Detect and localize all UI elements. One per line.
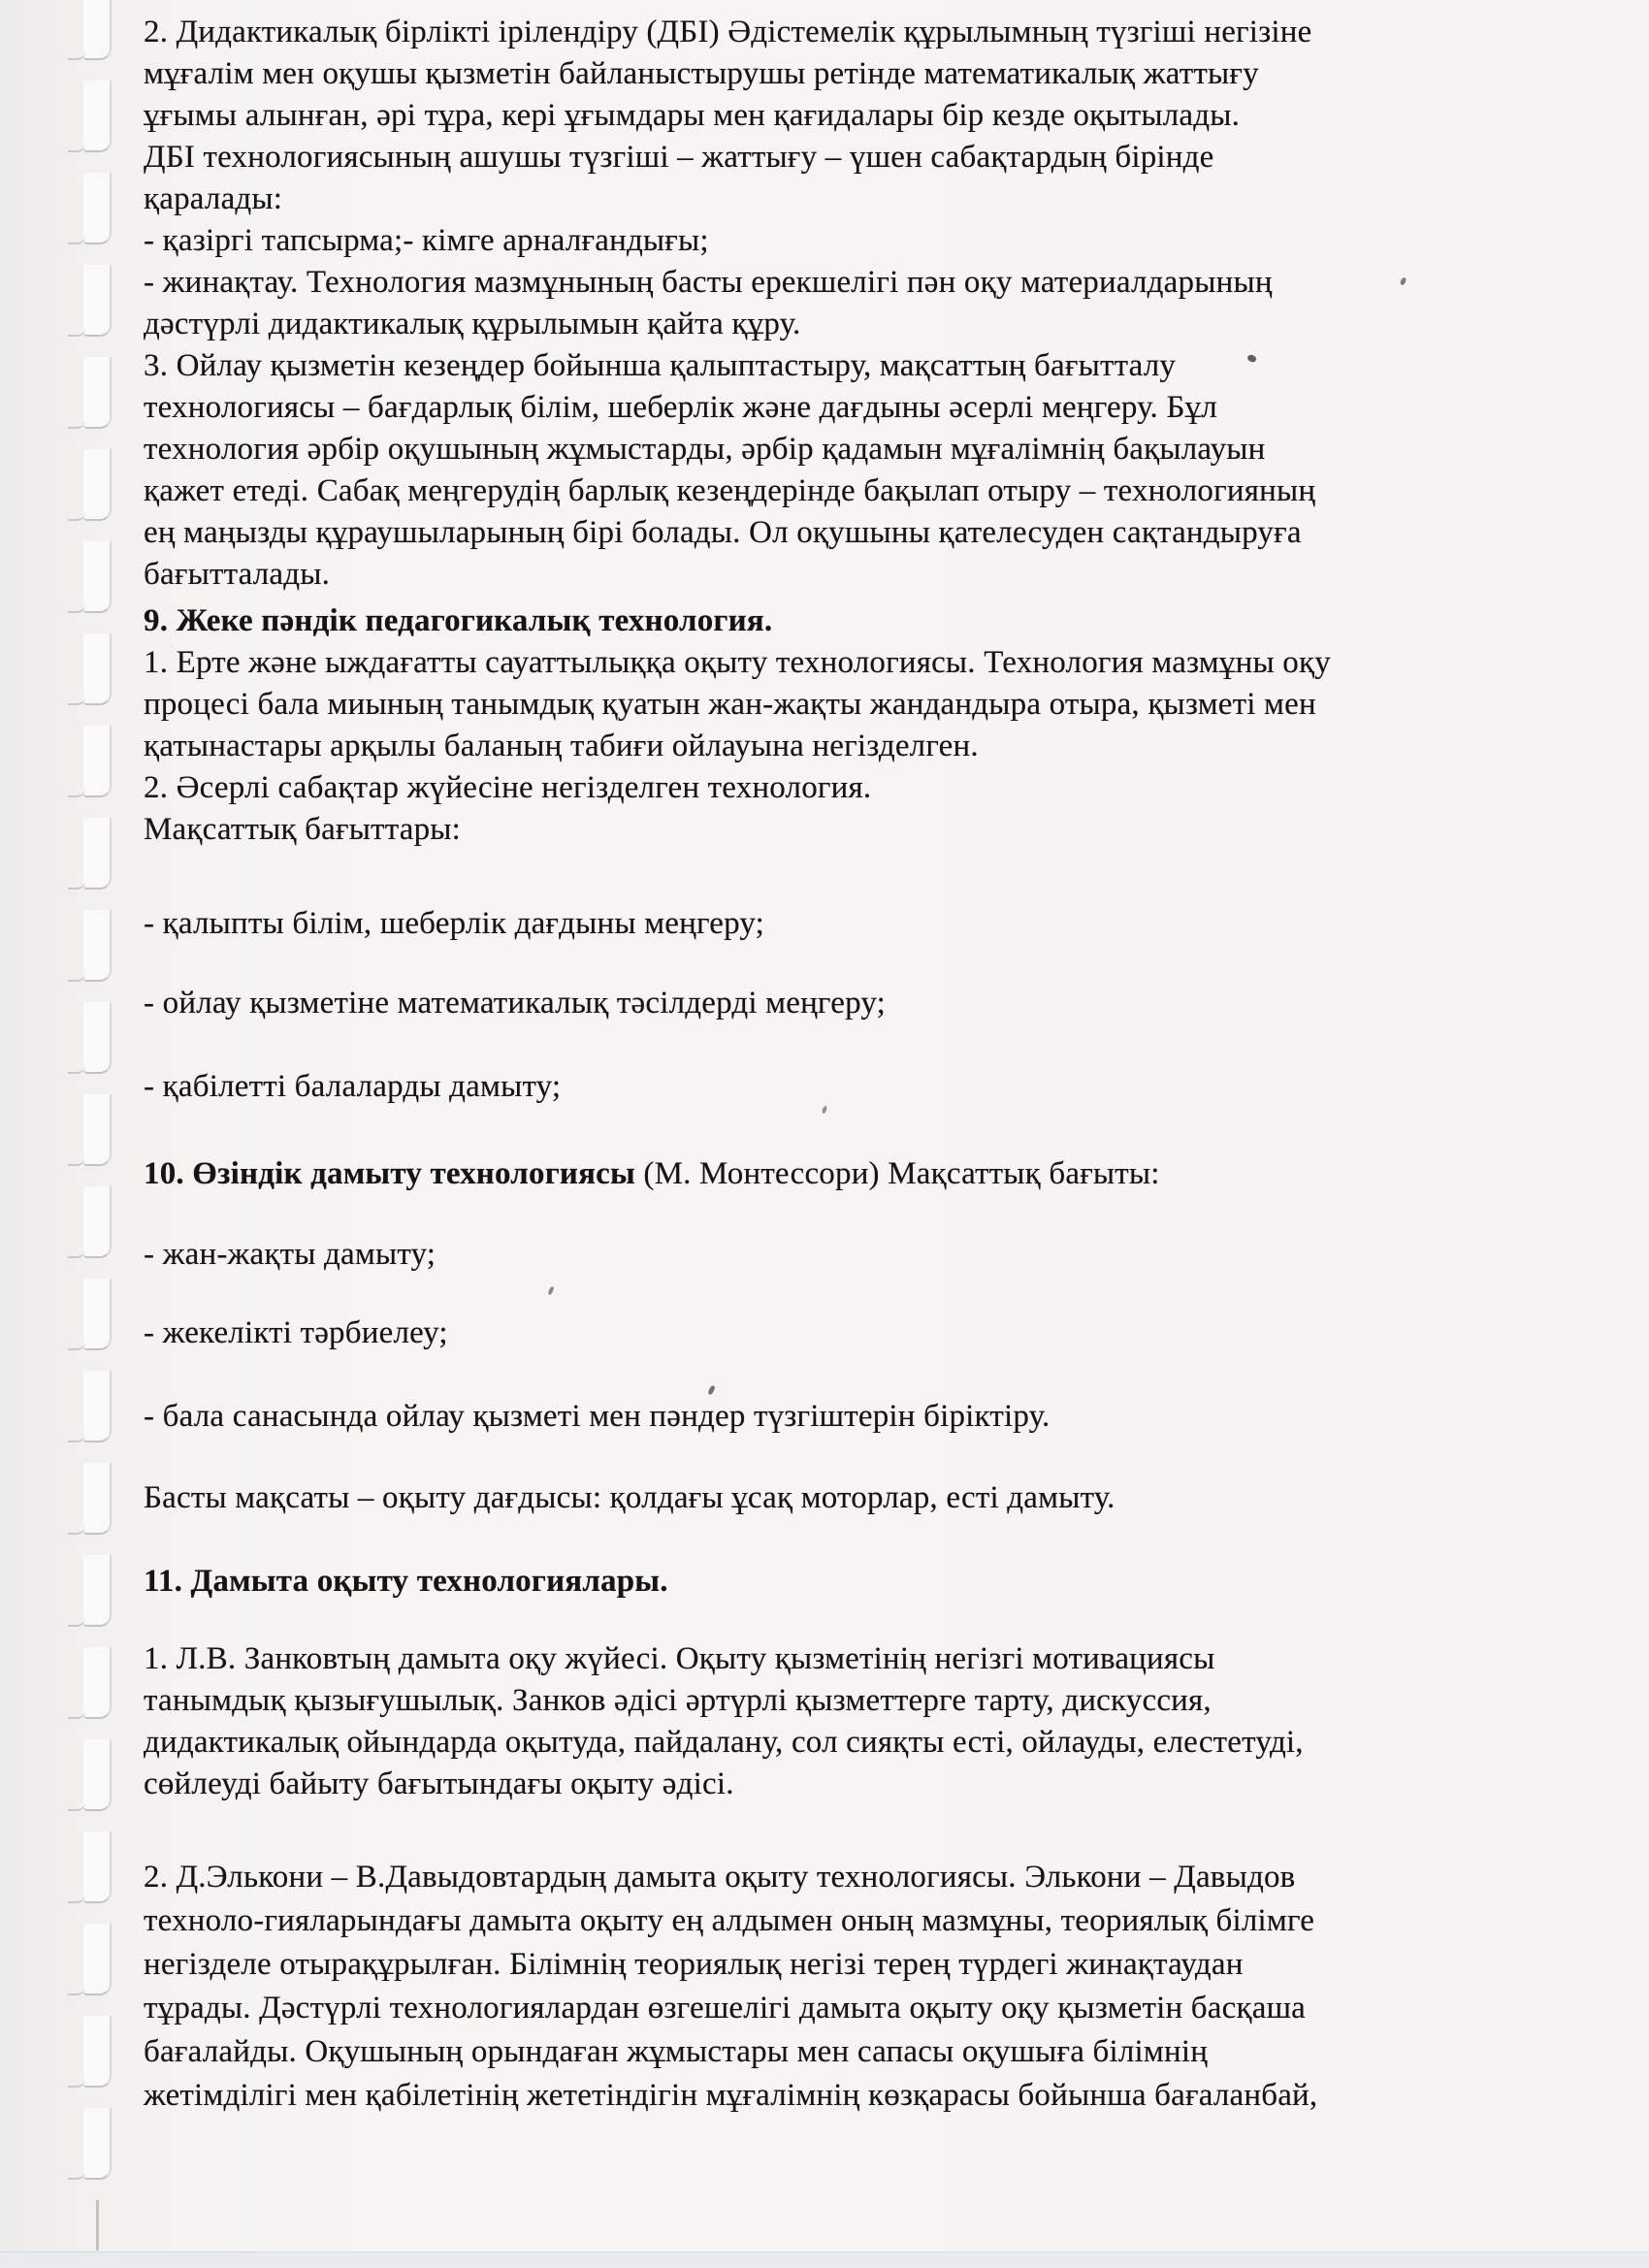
para-2-didactic-unit: [144, 12, 1589, 137]
binding-mark: [83, 2108, 112, 2180]
text-line: - қабілетті балаларды дамыту;: [144, 1069, 562, 1104]
para-erte-zhane: [144, 642, 1589, 767]
text-line: - жекелікті тәрбиелеу;: [144, 1315, 448, 1350]
text-line: - қалыпты білім, шеберлік дағдыны меңгеру;: [144, 906, 765, 941]
binding-mark: [83, 173, 112, 244]
para-3-oilau-kyzmetin: [144, 345, 1589, 596]
text-line: 3. Ойлау қызметін кезеңдер бойынша қалыптастыру, мақсаттың бағытталу: [144, 348, 1177, 383]
text-line: технология әрбір оқушының жұмыстарды, әрбір қадамын мұғалімнің бақылауын: [144, 432, 1266, 467]
para-elkonin-davydov: [144, 1856, 1589, 2118]
binding-mark: [83, 1647, 112, 1719]
text-line: танымдық қызығушылық. Занков әдісі әртүрлі қызметтерге тарту, дискуссия,: [144, 1683, 1212, 1718]
bullet-bala-sanasynda: [144, 1396, 1589, 1438]
text-line: - ойлау қызметіне математикалық тәсілдерді меңгеру;: [144, 986, 886, 1021]
binding-mark: [83, 1094, 112, 1166]
text-line: 10. Өзіндік дамыту технологиясы (М. Монтессори) Мақсаттық бағыты:: [144, 1156, 1160, 1191]
text-line: бағытталады.: [144, 557, 331, 592]
text-line: Басты мақсаты – оқыту дағдысы: қолдағы ұсақ моторлар, есті дамыту.: [144, 1480, 1116, 1515]
binding-mark: [83, 81, 112, 152]
text-line: қажет етеді. Сабақ меңгерудің барлық кезеңдерінде бақылап отыру – технологияның: [144, 473, 1316, 508]
page-left-edge-shading: [0, 0, 81, 2268]
text-line: 2. Дидактикалық бірлікті ірілендіру (ДБІ) Әдістемелік құрылымның түзгіші негізіне: [144, 15, 1312, 49]
bullet-zhan-zhakty: [144, 1234, 1589, 1276]
binding-mark: [83, 357, 112, 429]
text-line: технологиясы – бағдарлық білім, шеберлік және дағдыны әсерлі меңгеру. Бұл: [144, 390, 1217, 425]
bullet-kazirgi-tapsyrma: [144, 220, 1589, 262]
text-line: бағалайды. Оқушының орындаған жұмыстары мен сапасы оқушыға білімнің: [144, 2034, 1209, 2069]
text-line: 11. Дамыта оқыту технологиялары.: [144, 1564, 668, 1599]
text-line: процесі бала миының танымдық қуатын жан-жақты жандандыра отыра, қызметі мен: [144, 687, 1316, 722]
text-line: негізделе отырақұрылған. Білімнің теориялық негізі терең түрдегі жинақтаудан: [144, 1947, 1244, 1982]
bullet-kalypty-bilim: [144, 903, 1589, 945]
text-line: дәстүрлі дидактикалық құрылымын қайта құру.: [144, 307, 801, 341]
text-line: қатынастары арқылы баланың табиғи ойлауына негізделген.: [144, 729, 979, 763]
text-line: - бала санасында ойлау қызметі мен пәндер түзгіштерін біріктіру.: [144, 1399, 1051, 1434]
text-line: тұрады. Дәстүрлі технологиялардан өзгешелігі дамыта оқыту оқу қызметін басқаша: [144, 1991, 1307, 2025]
ink-speck: [96, 2200, 99, 2251]
binding-mark: [83, 2016, 112, 2088]
heading-10-montessori: [144, 1153, 1589, 1195]
binding-mark: [83, 265, 112, 337]
text-line: - жан-жақты дамыту;: [144, 1237, 436, 1272]
binding-mark: [83, 910, 112, 982]
text-line: 2. Д.Элькони – В.Давыдовтардың дамыта оқыту технологиясы. Элькони – Давыдов: [144, 1860, 1296, 1895]
binding-mark: [83, 633, 112, 705]
binding-mark: [83, 818, 112, 890]
para-dbi-technology: [144, 137, 1589, 220]
para-basty-maksaty: [144, 1477, 1589, 1519]
binding-mark: [83, 1924, 112, 1995]
text-line: ұғымы алынған, әрі тұра, кері ұғымдары мен қағидалары бір кезде оқытылады.: [144, 98, 1241, 133]
text-line: 1. Ерте және ыждағатты сауаттылыққа оқыту технологиясы. Технология мазмұны оқу: [144, 645, 1331, 680]
text-line: мұғалім мен оқушы қызметін байланыстырушы ретінде математикалық жаттығу: [144, 56, 1259, 91]
text-line: қаралады:: [144, 181, 283, 216]
bullet-oilau-kyzmetine: [144, 983, 1589, 1024]
text-line: Мақсаттық бағыттары:: [144, 812, 462, 847]
heading-11-damyta-okytu: [144, 1561, 1589, 1603]
text-line: 9. Жеке пәндік педагогикалық технология.: [144, 603, 773, 638]
bullet-kabiletti-balalardy: [144, 1066, 1589, 1108]
document-text-block: [144, 12, 1589, 2118]
text-line: - қазіргі тапсырма;- кімге арналғандығы;: [144, 223, 709, 258]
text-line: 1. Л.В. Занковтың дамыта оқу жүйесі. Оқыту қызметінің негізгі мотивациясы: [144, 1641, 1215, 1676]
text-line: ең маңызды құраушыларының бірі болады. Ол оқушыны қателесуден сақтандыруға: [144, 515, 1302, 550]
binding-mark: [83, 541, 112, 613]
binding-mark: [83, 1186, 112, 1258]
binding-mark: [83, 0, 112, 60]
scanner-bottom-edge: [0, 2252, 1649, 2268]
text-line: сөйлеуді байыту бағытындағы оқыту әдісі.: [144, 1766, 734, 1801]
binding-mark: [83, 1002, 112, 1074]
binding-mark: [83, 449, 112, 521]
heading-9-zheke-pandik: [144, 600, 1589, 642]
text-line: - жинақтау. Технология мазмұнының басты ерекшелігі пән оқу материалдарының: [144, 265, 1273, 300]
binding-mark: [83, 1739, 112, 1811]
binding-mark: [83, 1555, 112, 1627]
para-zankov: [144, 1638, 1589, 1805]
text-line: 2. Әсерлі сабақтар жүйесіне негізделген технология.: [144, 770, 872, 805]
text-line: жетімділігі мен қабілетінің жететіндігін мұғалімнің көзқарасы бойынша бағаланбай,: [144, 2078, 1318, 2113]
binding-mark: [83, 1463, 112, 1535]
text-line: дидактикалық ойындарда оқытуда, пайдалану, сол сияқты есті, ойлауды, елестетуді,: [144, 1725, 1304, 1760]
binding-mark: [83, 1279, 112, 1350]
binding-mark: [83, 1371, 112, 1442]
para-aserli-sabaktar: [144, 767, 1589, 809]
binding-mark: [83, 1831, 112, 1903]
para-maksattyk-bagyttary: [144, 809, 1589, 851]
text-line: ДБІ технологиясының ашушы түзгіші – жаттығу – үшен сабақтардың бірінде: [144, 140, 1214, 175]
bullet-zhinaktau: [144, 262, 1589, 345]
text-line: техноло-гияларындағы дамыта оқыту ең алдымен оның мазмұны, теориялық білімге: [144, 1903, 1315, 1938]
bullet-zhekelikti: [144, 1312, 1589, 1354]
binding-mark: [83, 726, 112, 797]
